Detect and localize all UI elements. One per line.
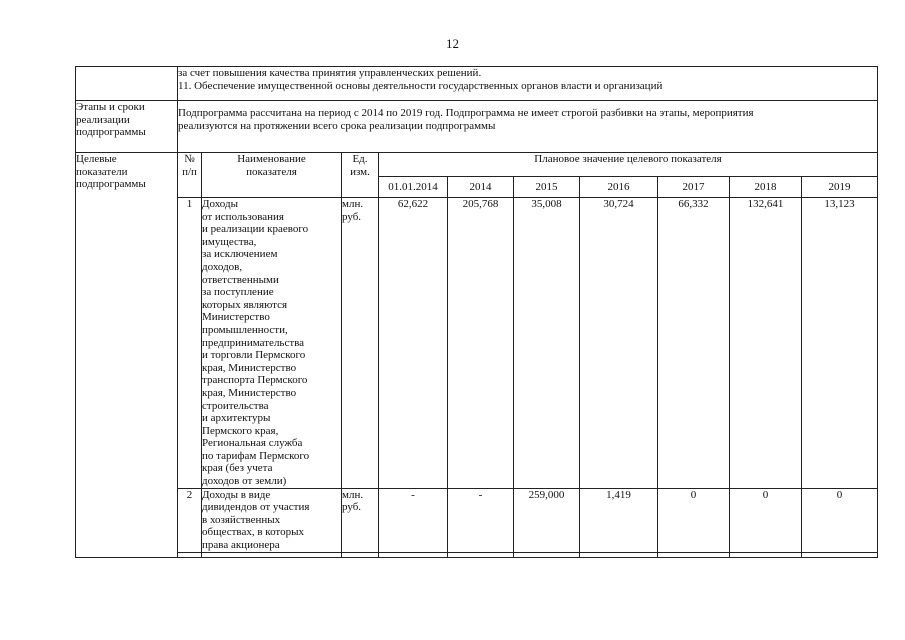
indicator-name-line: в хозяйственных — [202, 513, 281, 526]
number-header-line: № — [184, 153, 195, 165]
indicator-name-line: которых являются — [202, 298, 288, 311]
indicator-name-line: транспорта Пермского — [202, 374, 308, 387]
intro-line: 11. Обеспечение имущественной основы деятельности государственных органов власти и организаций — [178, 79, 663, 92]
intro-empty-cell — [76, 67, 178, 101]
name-column-header — [202, 153, 342, 198]
value-cell: 62,622 — [379, 198, 448, 489]
indicator-name-line: Региональная служба — [202, 437, 303, 450]
stages-label-line: подпрограммы — [76, 126, 146, 139]
value-cell: 132,641 — [730, 198, 802, 489]
indicator-name-line: обществах, в которых — [202, 526, 304, 539]
indicator-name-line: имущества, — [202, 235, 257, 248]
unit-line: руб. — [342, 210, 362, 223]
unit-line: млн. — [342, 198, 364, 210]
indicator-name-line: предпринимательства — [202, 336, 305, 349]
indicator-name-line: Доходы — [202, 198, 238, 210]
indicator-name-line: края, Министерство — [202, 386, 297, 399]
stages-row — [76, 101, 878, 153]
name-header-line: показателя — [246, 165, 297, 178]
value-cell: 205,768 — [448, 198, 514, 489]
indicator-unit — [342, 198, 379, 489]
year-header: 2018 — [730, 177, 802, 198]
spacer-cell — [202, 552, 342, 557]
value-cell: 259,000 — [514, 488, 580, 552]
value-cell: 35,008 — [514, 198, 580, 489]
indicator-name-line: и архитектуры — [202, 412, 271, 425]
indicators-label — [76, 153, 178, 558]
year-header: 01.01.2014 — [379, 177, 448, 198]
stages-label-line: реализации — [76, 113, 130, 126]
program-passport-table — [75, 66, 878, 558]
year-header: 2017 — [658, 177, 730, 198]
indicator-name-line: права акционера — [202, 539, 280, 552]
indicator-name-line: Министерство — [202, 311, 270, 324]
number-column-header — [178, 153, 202, 198]
stages-label-line: Этапы и сроки — [76, 101, 145, 113]
spacer-cell — [658, 552, 730, 557]
value-cell: 30,724 — [580, 198, 658, 489]
number-header-line: п/п — [182, 165, 197, 178]
value-cell: - — [448, 488, 514, 552]
indicator-name-line: по тарифам Пермского — [202, 449, 310, 462]
spacer-cell — [448, 552, 514, 557]
year-header: 2015 — [514, 177, 580, 198]
page-number: 12 — [446, 36, 459, 51]
indicator-name-line: от использования — [202, 210, 284, 223]
indicator-name-line: промышленности, — [202, 323, 288, 336]
indicator-name-line: и торговли Пермского — [202, 349, 306, 362]
intro-line: за счет повышения качества принятия управленческих решений. — [178, 67, 482, 79]
indicator-name-line: доходов от земли) — [202, 475, 287, 488]
spacer-cell — [379, 552, 448, 557]
value-cell: 66,332 — [658, 198, 730, 489]
value-cell: 13,123 — [802, 198, 878, 489]
intro-text — [178, 67, 878, 101]
indicator-unit — [342, 488, 379, 552]
stages-text-line: Подпрограмма рассчитана на период с 2014 по 2019 год. Подпрограмма не имеет строгой разбивки на этапы, мероприятия — [178, 107, 754, 119]
indicator-name-line: за исключением — [202, 248, 278, 261]
intro-row — [76, 67, 878, 101]
indicator-name-line: края, Министерство — [202, 361, 297, 374]
value-cell: - — [379, 488, 448, 552]
year-header: 2019 — [802, 177, 878, 198]
plan-value-header: Плановое значение целевого показателя — [379, 153, 878, 177]
stages-text-line: реализуются на протяжении всего срока реализации подпрограммы — [178, 119, 496, 132]
indicator-name-line: и реализации краевого — [202, 223, 309, 236]
indicators-label-line: показатели — [76, 165, 128, 178]
unit-header-line: изм. — [350, 165, 370, 178]
spacer-cell — [580, 552, 658, 557]
indicator-name-line: края (без учета — [202, 462, 273, 475]
indicator-name-line: дивидендов от участия — [202, 501, 310, 514]
value-cell: 0 — [802, 488, 878, 552]
spacer-cell — [178, 552, 202, 557]
indicator-name-line: Доходы в виде — [202, 488, 271, 501]
unit-line: руб. — [342, 501, 362, 514]
indicator-name-line: строительства — [202, 399, 269, 412]
value-cell: 1,419 — [580, 488, 658, 552]
name-header-line: Наименование — [237, 153, 306, 165]
indicator-name-line: Пермского края, — [202, 424, 279, 437]
spacer-cell — [802, 552, 878, 557]
indicator-name — [202, 198, 342, 489]
spacer-cell — [514, 552, 580, 557]
year-header: 2016 — [580, 177, 658, 198]
row-number: 1 — [178, 198, 202, 489]
indicators-label-line: Целевые — [76, 153, 117, 165]
stages-label — [76, 101, 178, 153]
table-bottom-spacer-row — [76, 552, 878, 557]
spacer-cell — [342, 552, 379, 557]
indicator-name-line: ответственными — [202, 273, 279, 286]
row-number: 2 — [178, 488, 202, 552]
stages-text — [178, 101, 878, 153]
indicator-name — [202, 488, 342, 552]
value-cell: 0 — [730, 488, 802, 552]
value-cell: 0 — [658, 488, 730, 552]
indicator-name-line: доходов, — [202, 260, 243, 273]
indicator-row — [76, 198, 878, 489]
spacer-cell — [730, 552, 802, 557]
unit-header-line: Ед. — [352, 153, 368, 165]
unit-line: млн. — [342, 488, 364, 501]
indicator-name-line: за поступление — [202, 286, 274, 299]
indicators-label-line: подпрограммы — [76, 178, 146, 191]
indicator-row — [76, 488, 878, 552]
indicator-header-row — [76, 153, 878, 177]
unit-column-header — [342, 153, 379, 198]
year-header: 2014 — [448, 177, 514, 198]
